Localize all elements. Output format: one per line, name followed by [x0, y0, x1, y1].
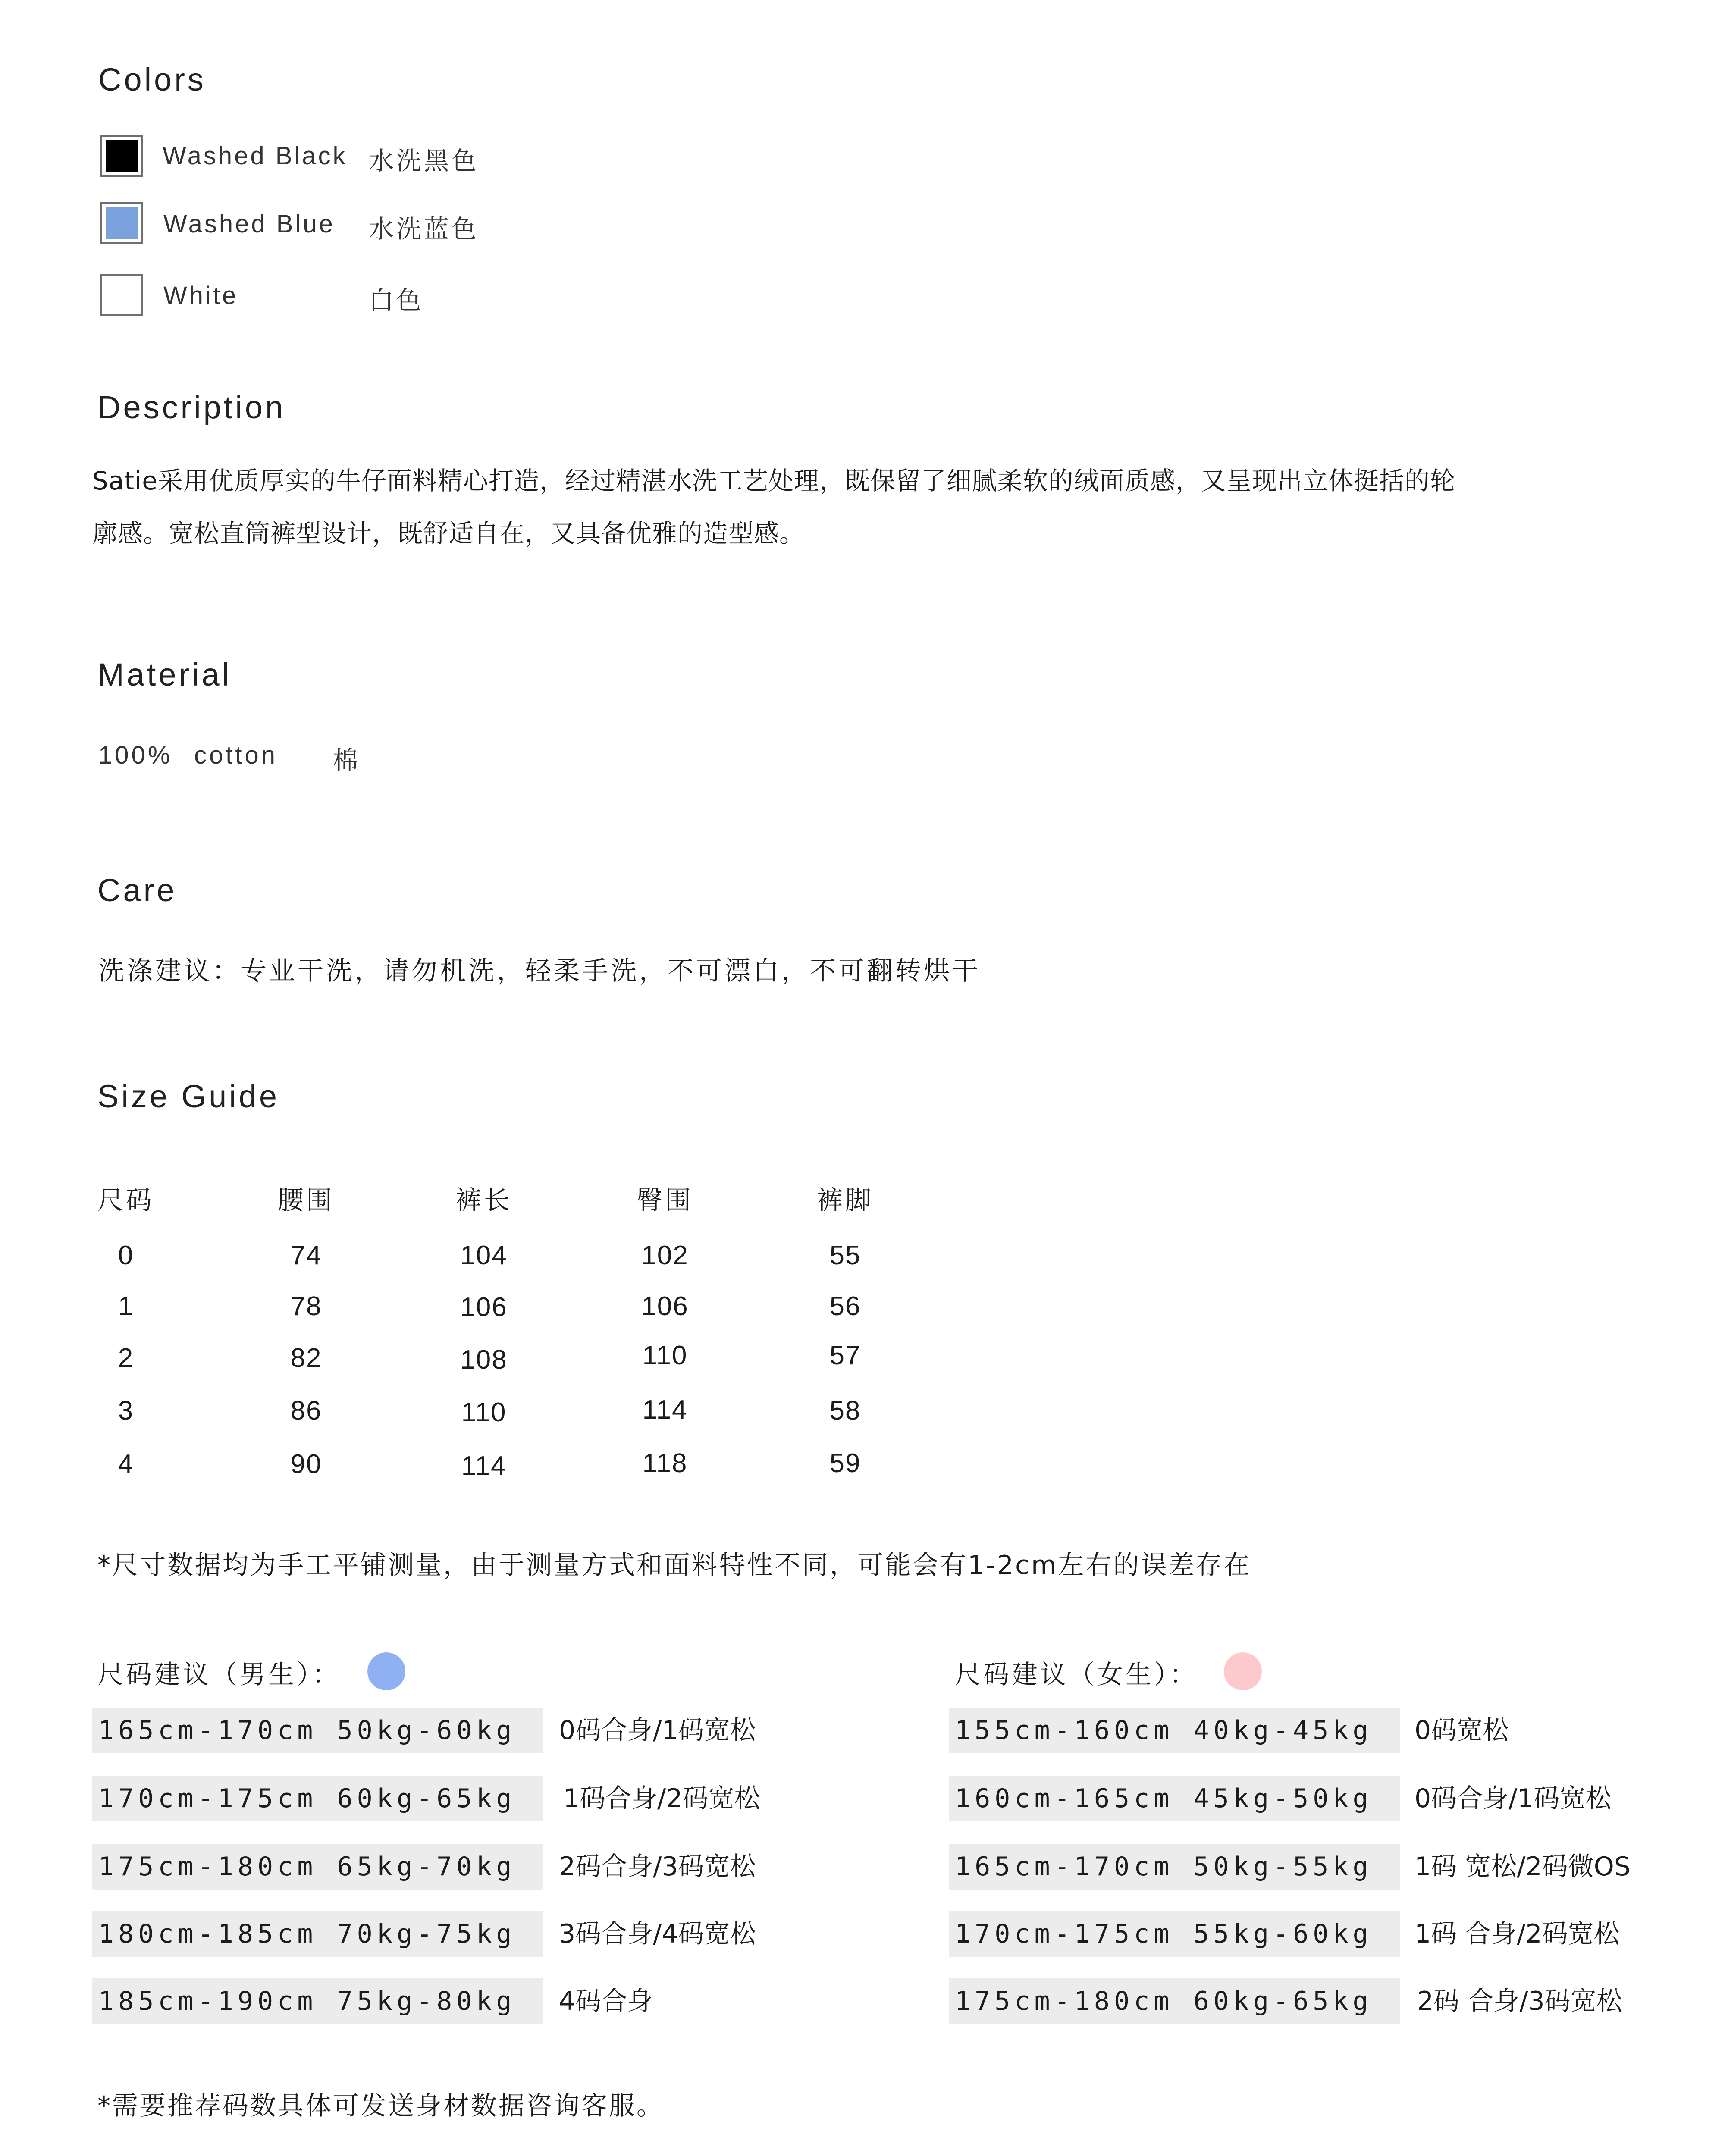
- color-name-en: White: [163, 282, 238, 310]
- table-cell: 114: [642, 1395, 688, 1425]
- column-header-length: 裤长: [455, 1185, 512, 1216]
- table-cell: 58: [829, 1396, 861, 1426]
- color-name-cn: 水洗蓝色: [369, 214, 480, 244]
- women-indicator-dot: [1224, 1652, 1262, 1690]
- men-range: 185cm-190cm 75kg-80kg: [92, 1978, 543, 2024]
- size-guide-heading: Size Guide: [97, 1078, 279, 1114]
- men-range: 170cm-175cm 60kg-65kg: [92, 1776, 543, 1821]
- women-fit: 0码宽松: [1414, 1715, 1509, 1745]
- column-header-hip: 臀围: [637, 1185, 693, 1216]
- men-fit: 1码合身/2码宽松: [563, 1783, 760, 1814]
- table-cell: 106: [460, 1292, 508, 1322]
- color-name-cn: 水洗黑色: [369, 146, 480, 175]
- women-range: 175cm-180cm 60kg-65kg: [949, 1978, 1400, 2024]
- table-cell: 108: [460, 1345, 508, 1375]
- table-cell: 1: [118, 1291, 134, 1321]
- material-fiber-en: cotton: [194, 741, 278, 769]
- table-cell: 55: [829, 1241, 861, 1270]
- table-cell: 74: [290, 1241, 322, 1270]
- table-cell: 59: [829, 1448, 861, 1478]
- table-cell: 82: [290, 1343, 322, 1373]
- material-percent: 100%: [98, 741, 173, 769]
- swatch-white: [100, 274, 143, 316]
- women-fit: 1码 宽松/2码微OS: [1414, 1852, 1631, 1882]
- men-indicator-dot: [367, 1652, 405, 1690]
- women-range: 170cm-175cm 55kg-60kg: [949, 1911, 1400, 1957]
- women-fit: 2码 合身/3码宽松: [1417, 1986, 1622, 2016]
- table-cell: 3: [118, 1396, 134, 1426]
- men-fit: 4码合身: [559, 1986, 653, 2016]
- men-fit: 2码合身/3码宽松: [559, 1852, 756, 1882]
- table-cell: 114: [461, 1451, 507, 1481]
- column-header-waist: 腰围: [278, 1185, 335, 1216]
- men-range: 180cm-185cm 70kg-75kg: [92, 1911, 543, 1957]
- column-header-hem: 裤脚: [817, 1185, 874, 1216]
- table-cell: 86: [290, 1396, 322, 1426]
- material-fiber-cn: 棉: [333, 746, 358, 775]
- table-cell: 78: [290, 1291, 322, 1321]
- women-recommendation-title: 尺码建议（女生）：: [955, 1660, 1198, 1690]
- table-cell: 104: [460, 1241, 508, 1270]
- description-heading: Description: [97, 389, 286, 425]
- table-cell: 106: [641, 1291, 689, 1321]
- men-range: 175cm-180cm 65kg-70kg: [92, 1844, 543, 1890]
- women-range: 160cm-165cm 45kg-50kg: [949, 1776, 1400, 1821]
- material-heading: Material: [97, 657, 232, 693]
- table-cell: 110: [461, 1398, 507, 1427]
- measurement-note: *尺寸数据均为手工平铺测量，由于测量方式和面料特性不同，可能会有1-2cm左右的误差存在: [97, 1550, 1251, 1580]
- column-header-size: 尺码: [97, 1185, 154, 1216]
- swatch-fill: [106, 279, 138, 311]
- men-fit: 3码合身/4码宽松: [559, 1919, 756, 1949]
- swatch-washed-black: [100, 135, 143, 177]
- table-cell: 102: [641, 1241, 689, 1270]
- women-fit: 1码 合身/2码宽松: [1414, 1919, 1620, 1949]
- women-range: 165cm-170cm 50kg-55kg: [949, 1844, 1400, 1890]
- care-heading: Care: [97, 872, 177, 908]
- colors-heading: Colors: [98, 62, 206, 97]
- men-fit: 0码合身/1码宽松: [559, 1715, 756, 1745]
- color-name-en: Washed Black: [163, 142, 348, 170]
- table-cell: 2: [118, 1343, 134, 1373]
- table-cell: 56: [829, 1291, 861, 1321]
- men-recommendation-title: 尺码建议（男生）：: [97, 1660, 341, 1690]
- color-name-en: Washed Blue: [163, 210, 335, 238]
- care-instructions: 洗涤建议：专业干洗，请勿机洗，轻柔手洗，不可漂白，不可翻转烘干: [98, 956, 981, 986]
- women-range: 155cm-160cm 40kg-45kg: [949, 1708, 1400, 1753]
- table-cell: 118: [642, 1448, 688, 1478]
- swatch-washed-blue: [100, 202, 143, 244]
- color-name-cn: 白色: [369, 286, 424, 315]
- footer-note: *需要推荐码数具体可发送身材数据咨询客服。: [97, 2091, 664, 2121]
- table-cell: 57: [829, 1341, 861, 1370]
- description-line-1: Satie采用优质厚实的牛仔面料精心打造，经过精湛水洗工艺处理，既保留了细腻柔软的绒面质感，又呈现出立体挺括的轮: [92, 466, 1455, 495]
- table-cell: 90: [290, 1449, 322, 1479]
- swatch-fill: [106, 140, 138, 172]
- swatch-fill: [106, 207, 138, 239]
- men-range: 165cm-170cm 50kg-60kg: [92, 1708, 543, 1753]
- table-cell: 4: [118, 1449, 134, 1479]
- table-cell: 110: [642, 1341, 688, 1370]
- description-line-2: 廓感。宽松直筒裤型设计，既舒适自在，又具备优雅的造型感。: [92, 519, 805, 548]
- table-cell: 0: [118, 1241, 134, 1270]
- women-fit: 0码合身/1码宽松: [1414, 1783, 1612, 1814]
